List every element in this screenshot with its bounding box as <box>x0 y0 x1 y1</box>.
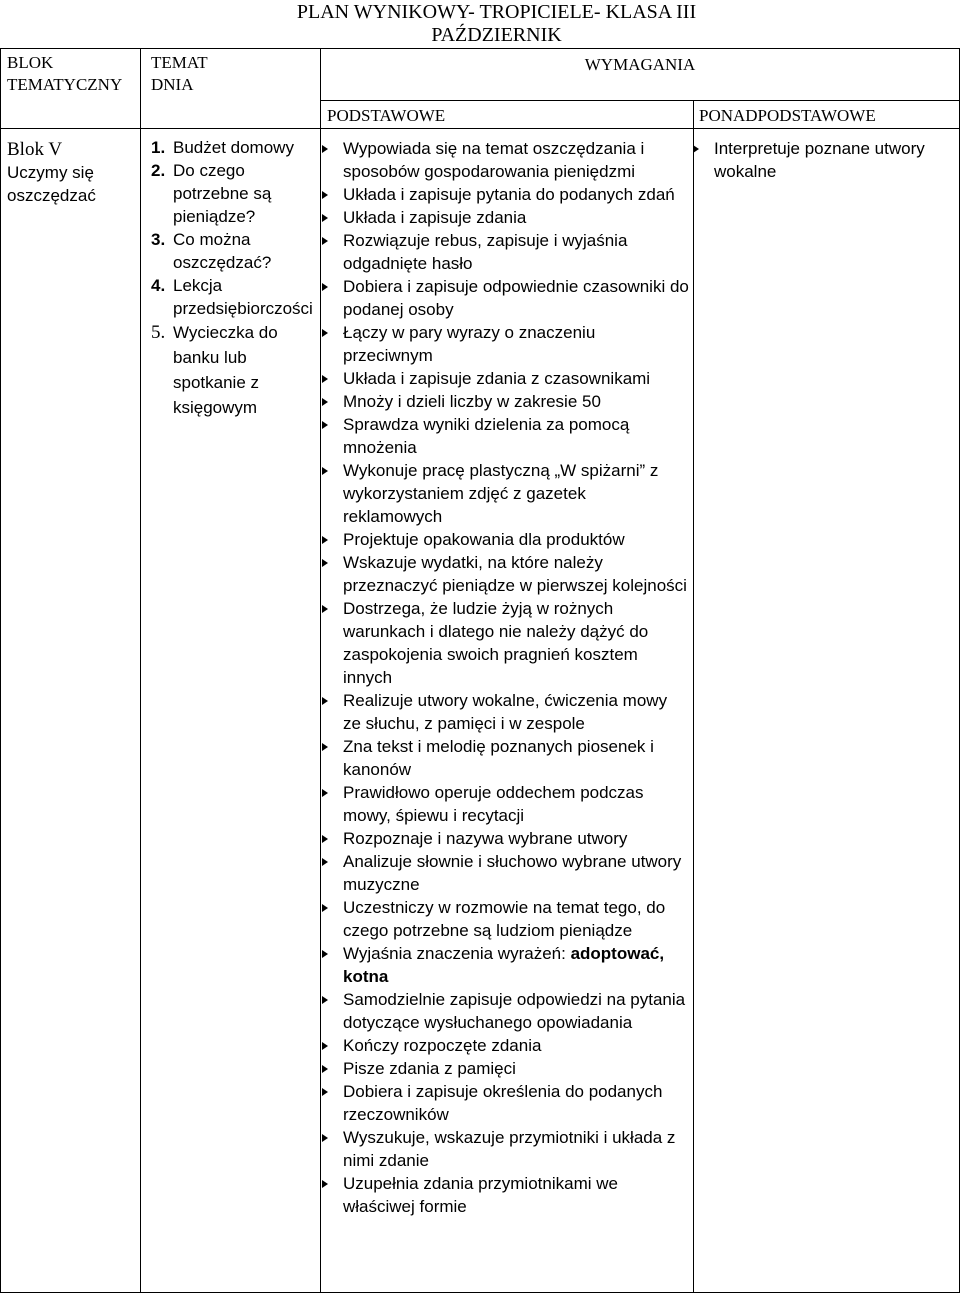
requirement-item: Kończy rozpoczęte zdania <box>321 1034 689 1057</box>
requirement-item: Uczestniczy w rozmowie na temat tego, do czego potrzebne są ludziom pieniądze <box>321 896 689 942</box>
requirement-item: Prawidłowo operuje oddechem podczas mowy, śpiewu i recytacji <box>321 781 689 827</box>
blok-cell <box>7 138 137 207</box>
requirement-item: Układa i zapisuje pytania do podanych zdań <box>321 183 689 206</box>
requirement-item: Wypowiada się na temat oszczędzania i sposobów gospodarowania pieniędzmi <box>321 137 689 183</box>
header-podstawowe: PODSTAWOWE <box>327 106 446 125</box>
requirement-item: Dobiera i zapisuje określenia do podanych rzeczowników <box>321 1080 689 1126</box>
topic-number: 4. <box>151 276 166 295</box>
page-title: PLAN WYNIKOWY- TROPICIELE- KLASA III <box>296 1 697 23</box>
header-blok-tematyczny: BLOK TEMATYCZNY <box>7 53 123 94</box>
requirement-item: Łączy w pary wyrazy o znaczeniu przeciwnym <box>321 321 689 367</box>
ponadpodstawowe-list <box>692 137 954 183</box>
table-divider-wymagania <box>320 100 960 101</box>
header-temat-dnia: TEMAT DNIA <box>151 53 208 94</box>
requirement-item: Samodzielnie zapisuje odpowiedzi na pytania dotyczące wysłuchanego opowiadania <box>321 988 689 1034</box>
topic-text: Do czego potrzebne są pieniądze? <box>173 161 272 226</box>
requirement-text: Wyjaśnia znaczenia wyrażeń: <box>343 944 571 963</box>
requirement-item: Rozwiązuje rebus, zapisuje i wyjaśnia odgadnięte hasło <box>321 229 689 275</box>
requirement-item: Układa i zapisuje zdania <box>321 206 689 229</box>
requirement-item: Wykonuje pracę plastyczną „W spiżarni” z wykorzystaniem zdjęć z gazetek reklamowych <box>321 459 689 528</box>
topic-text: Wycieczka do banku lub spotkanie z księgowym <box>173 323 278 417</box>
requirement-bold-terms: adoptować, kotna <box>343 944 665 986</box>
page-subtitle-month: PAŹDZIERNIK <box>431 24 562 46</box>
topic-item <box>151 136 319 159</box>
requirement-item: Dostrzega, że ludzie żyją w rożnych warunkach i dlatego nie należy dążyć do zaspokojenia swoich pragnień kosztem innych <box>321 597 689 689</box>
blok-number: Blok V <box>7 139 63 160</box>
topic-item <box>151 228 319 274</box>
requirement-item: Realizuje utwory wokalne, ćwiczenia mowy ze słuchu, z pamięci i w zespole <box>321 689 689 735</box>
requirement-item: Pisze zdania z pamięci <box>321 1057 689 1080</box>
requirement-item: Wskazuje wydatki, na które należy przeznaczyć pieniądze w pierwszej kolejności <box>321 551 689 597</box>
blok-title: Uczymy się oszczędzać <box>7 163 96 205</box>
ponadpodstawowe-cell <box>692 137 954 183</box>
requirement-item: Układa i zapisuje zdania z czasownikami <box>321 367 689 390</box>
table-border-top <box>0 48 960 49</box>
header-wymagania: WYMAGANIA <box>584 55 696 74</box>
table-divider-header <box>0 128 960 129</box>
podstawowe-list <box>321 137 689 1218</box>
topic-number: 1. <box>151 138 166 157</box>
podstawowe-cell <box>321 137 689 1218</box>
topic-number: 2. <box>151 161 166 180</box>
requirement-item: Rozpoznaje i nazywa wybrane utwory <box>321 827 689 850</box>
table-border-left <box>0 48 1 1293</box>
requirement-item <box>321 942 689 988</box>
requirement-item: Analizuje słownie i słuchowo wybrane utwory muzyczne <box>321 850 689 896</box>
topic-text: Budżet domowy <box>173 138 294 157</box>
topic-number: 3. <box>151 230 166 249</box>
col-divider-1 <box>140 48 141 1293</box>
requirement-item: Interpretuje poznane utwory wokalne <box>692 137 954 183</box>
requirement-item: Zna tekst i melodię poznanych piosenek i kanonów <box>321 735 689 781</box>
topic-item <box>151 274 319 320</box>
topic-item <box>151 320 319 420</box>
header-ponadpodstawowe: PONADPODSTAWOWE <box>699 106 876 125</box>
requirement-item: Mnoży i dzieli liczby w zakresie 50 <box>321 390 689 413</box>
requirement-item: Dobiera i zapisuje odpowiednie czasowniki do podanej osoby <box>321 275 689 321</box>
topic-item <box>151 159 319 228</box>
topic-text: Lekcja przedsiębiorczości <box>173 276 313 318</box>
topics-cell <box>151 136 319 420</box>
requirement-item: Uzupełnia zdania przymiotnikami we właściwej formie <box>321 1172 689 1218</box>
topic-number: 5. <box>151 322 166 343</box>
requirement-item: Sprawdza wyniki dzielenia za pomocą mnożenia <box>321 413 689 459</box>
topic-text: Co można oszczędzać? <box>173 230 272 272</box>
requirement-item: Wyszukuje, wskazuje przymiotniki i układa z nimi zdanie <box>321 1126 689 1172</box>
col-divider-3 <box>693 100 694 1293</box>
requirement-item: Projektuje opakowania dla produktów <box>321 528 689 551</box>
topics-list <box>151 136 319 420</box>
